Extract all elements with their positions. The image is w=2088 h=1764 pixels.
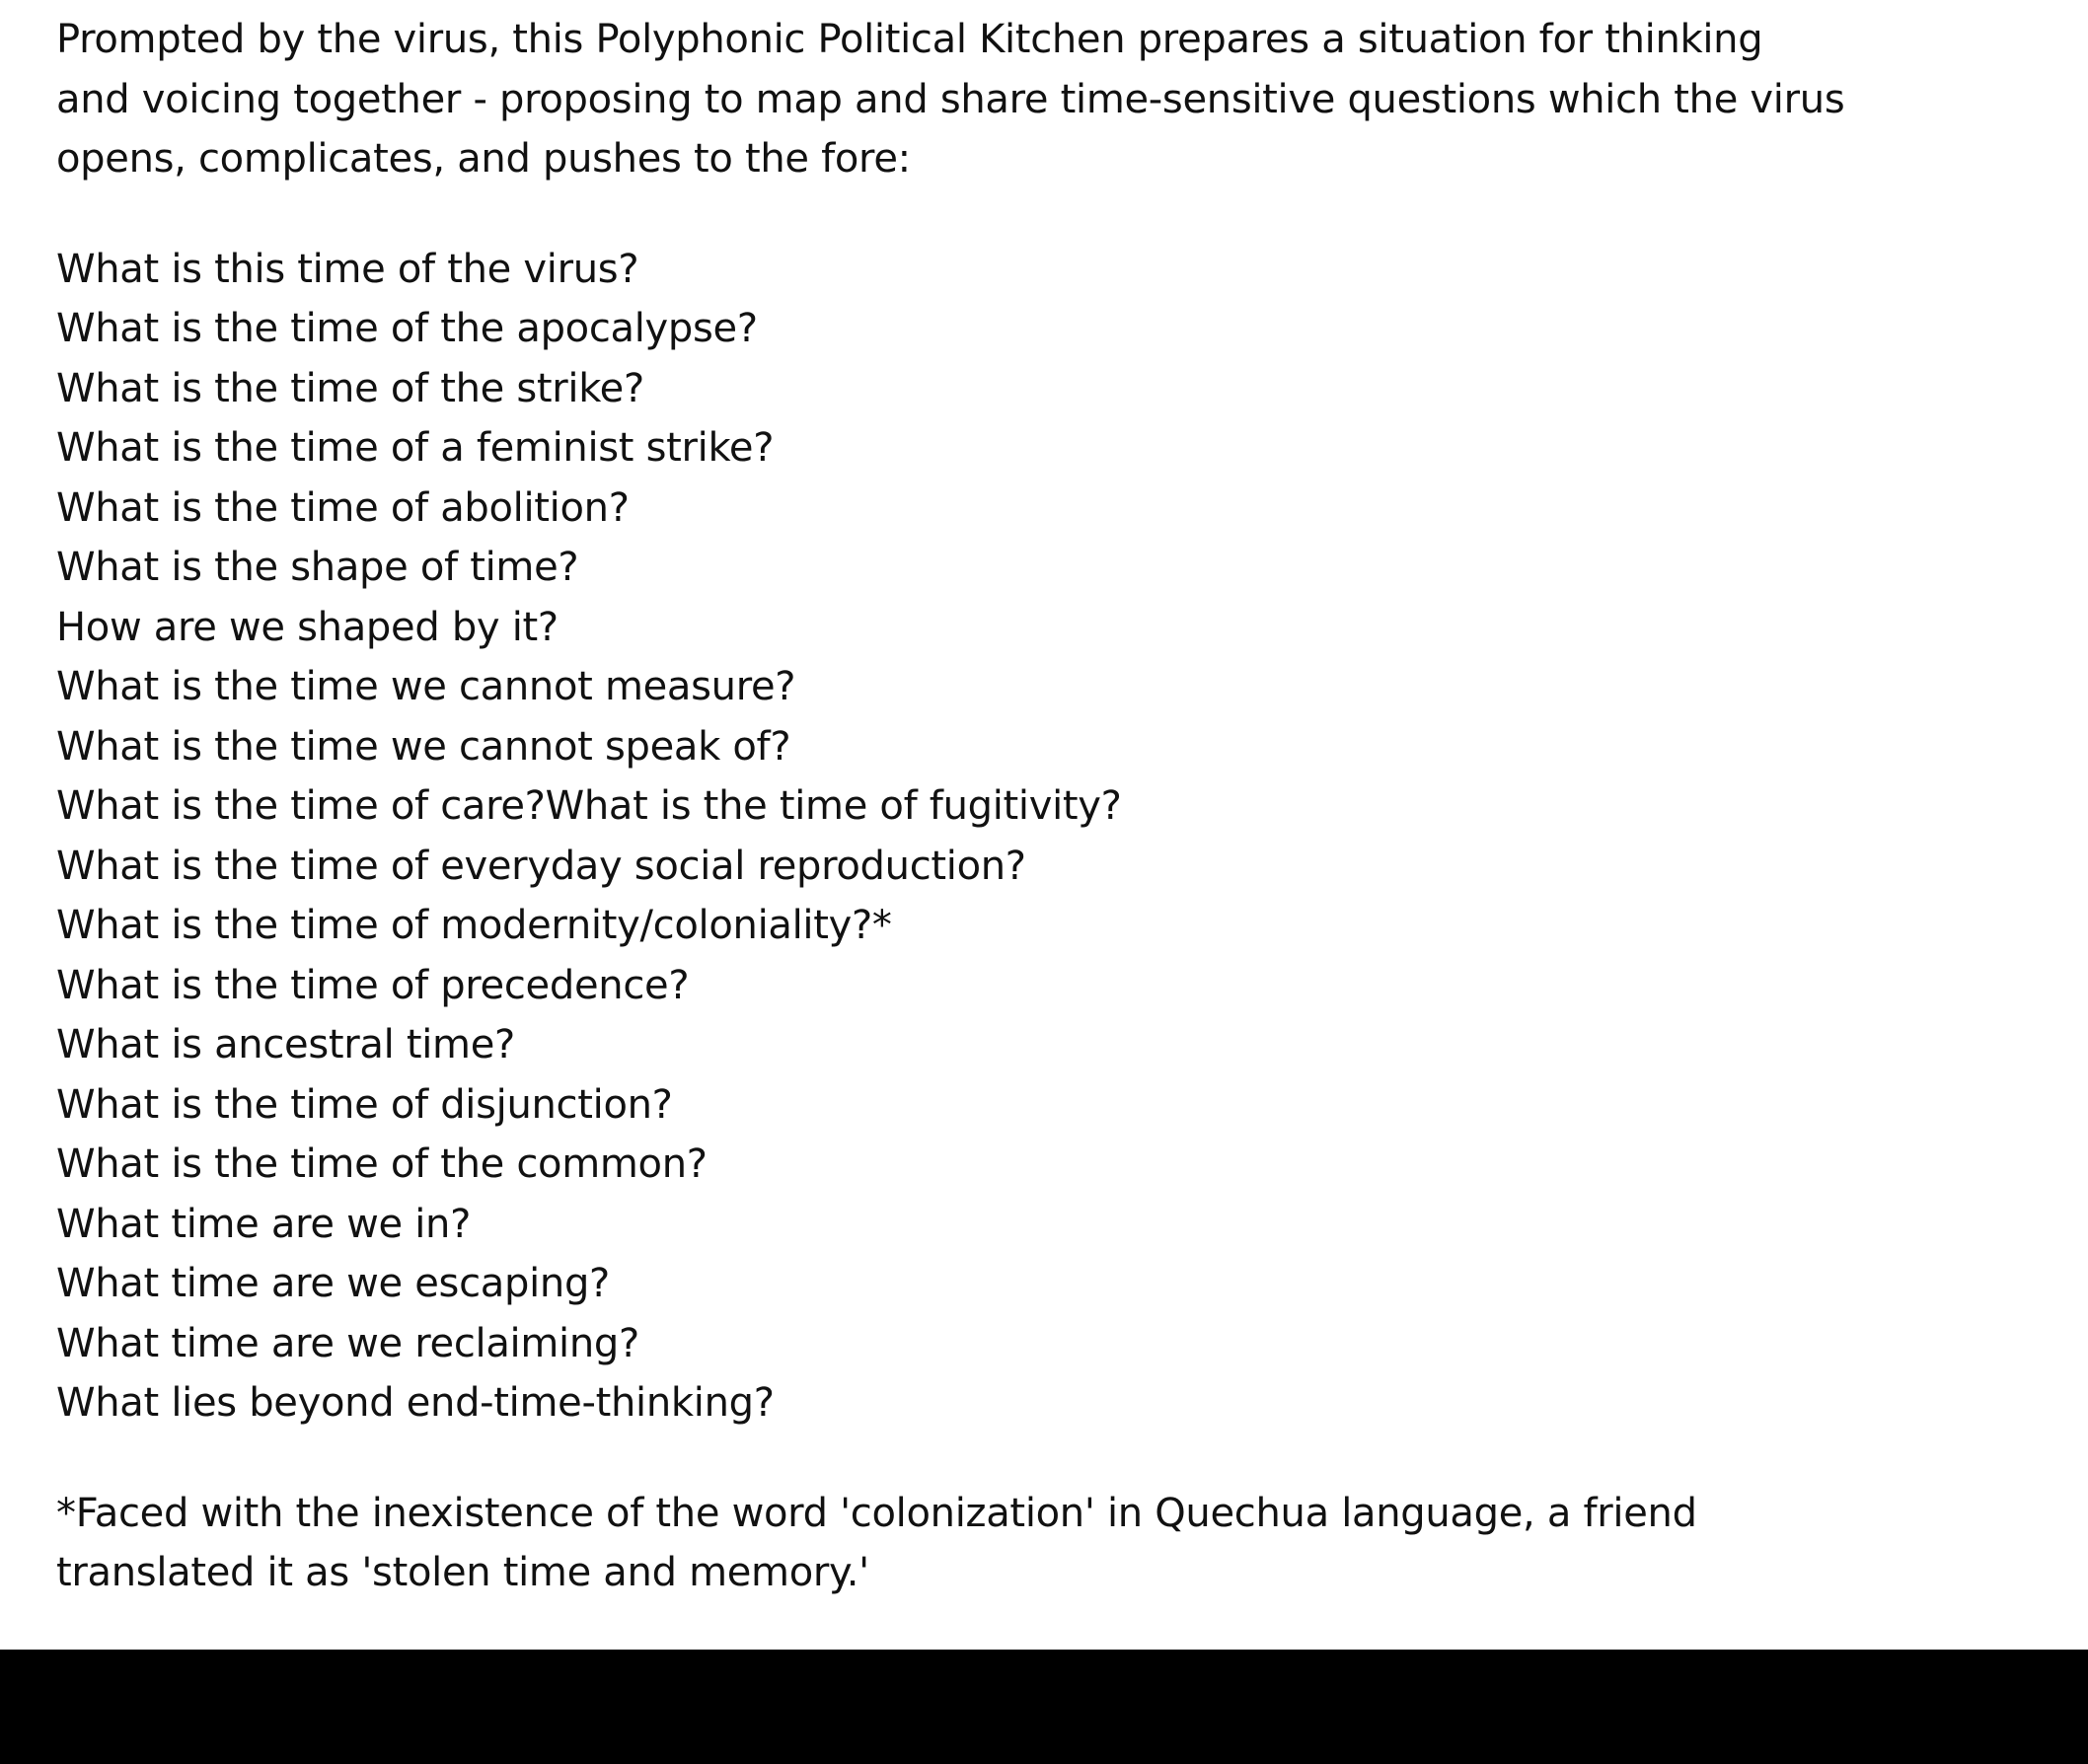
intro-paragraph: Prompted by the virus, this Polyphonic Political Kitchen prepares a situation for thinking and voicing together - proposing to map and share time-sensitive questions which the virus opens, complicates, and pushes to the fore:	[56, 17, 1845, 182]
question-item: What is the shape of time?	[56, 545, 579, 590]
question-item: What is the time of care?What is the time of fugitivity?	[56, 783, 1122, 829]
question-item: What is the time we cannot speak of?	[56, 723, 791, 770]
question-item: What time are we in?	[56, 1201, 472, 1247]
question-item: What is the time we cannot measure?	[56, 664, 796, 709]
question-item: What is ancestral time?	[56, 1022, 515, 1067]
question-item: What is the time of the strike?	[56, 365, 644, 411]
footnote: *Faced with the inexistence of the word 'colonization' in Quechua language, a friend translated it as 'stolen time and memory.'	[56, 1490, 1697, 1595]
question-item: What is the time of disjunction?	[56, 1081, 673, 1128]
question-item: What is the time of a feminist strike?	[56, 425, 775, 471]
question-item: What is the time of modernity/coloniality?*	[56, 903, 892, 948]
question-item: What is the time of the common?	[56, 1141, 708, 1187]
question-item: What is the time of the apocalypse?	[56, 306, 758, 351]
question-item: What is the time of everyday social reproduction?	[56, 843, 1026, 889]
bottom-black-bar	[0, 1650, 2088, 1764]
question-item: What time are we reclaiming?	[56, 1320, 639, 1366]
questions-list	[56, 240, 1931, 1433]
question-item: What is this time of the virus?	[56, 246, 639, 292]
article-content	[56, 10, 1931, 1603]
question-item: What is the time of abolition?	[56, 484, 630, 531]
question-item: How are we shaped by it?	[56, 604, 559, 650]
question-item: What lies beyond end-time-thinking?	[56, 1380, 775, 1426]
question-item: What time are we escaping?	[56, 1261, 610, 1306]
question-item: What is the time of precedence?	[56, 962, 690, 1008]
